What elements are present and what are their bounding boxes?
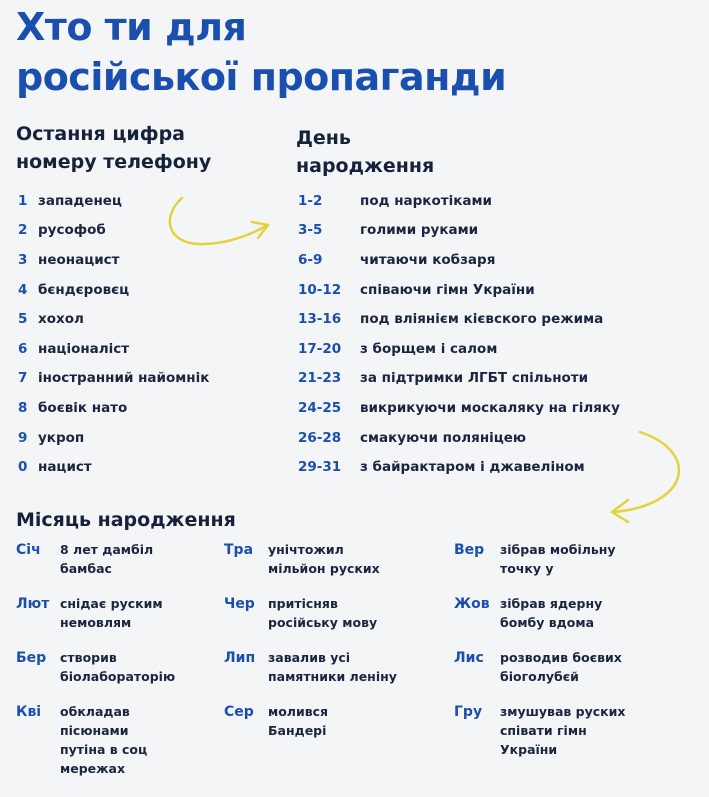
list-item-text: под наркотіками — [360, 192, 492, 209]
month-item-may — [224, 540, 454, 594]
list-item-text: націоналіст — [38, 340, 130, 357]
page-title — [16, 2, 506, 102]
list-item-range: 21-23 — [298, 370, 342, 387]
month-text: зібрав мобільну точку у — [500, 542, 616, 576]
list-item — [298, 304, 620, 334]
list-item-text: боєвік нато — [38, 399, 128, 416]
month-item-dec — [454, 702, 696, 782]
list-item — [18, 275, 209, 305]
birthday-heading-line-2: народження — [296, 155, 435, 177]
list-item-range: 26-28 — [298, 429, 342, 446]
list-item — [298, 245, 620, 275]
month-text: зібрав ядерну бомбу вдома — [500, 596, 603, 630]
month-label: Сер — [224, 704, 254, 720]
list-item-text: викрикуючи москаляку на гіляку — [360, 399, 620, 416]
birthday-heading-line-1: День — [296, 127, 351, 149]
list-item — [18, 186, 209, 216]
list-item-range: 29-31 — [298, 459, 342, 476]
month-label: Січ — [16, 542, 41, 558]
list-item-text: за підтримки ЛГБТ спільноти — [360, 370, 589, 387]
list-item-range: 3-5 — [298, 222, 323, 239]
phone-digit-list — [18, 186, 209, 482]
month-item-sep — [454, 540, 696, 594]
list-item-number: 6 — [18, 340, 28, 357]
month-label: Кві — [16, 704, 42, 720]
month-text: унічтожил мільйон руских — [268, 542, 380, 576]
list-item — [18, 452, 209, 482]
list-item-number: 0 — [18, 459, 28, 476]
month-item-jan — [16, 540, 224, 594]
list-item-text: з борщем і салом — [360, 340, 498, 357]
list-item-text: смакуючи поляніцею — [360, 429, 527, 446]
list-item-text: співаючи гімн України — [360, 281, 535, 298]
month-item-oct — [454, 594, 696, 648]
month-text: обкладав пісюнами путіна в соц мережах — [60, 704, 148, 776]
list-item — [18, 334, 209, 364]
month-label: Лип — [224, 650, 256, 666]
list-item-text: русофоб — [38, 222, 106, 239]
list-item — [18, 245, 209, 275]
list-item — [18, 364, 209, 394]
month-text: розводив боєвих біоголубєй — [500, 650, 622, 684]
list-item-text: голими руками — [360, 222, 479, 239]
list-item-text: укроп — [38, 429, 85, 446]
list-item-text: іностранний найомнік — [38, 370, 210, 387]
list-item-range: 24-25 — [298, 399, 342, 416]
title-line-2: російської пропаганди — [16, 55, 507, 99]
list-item-number: 5 — [18, 311, 28, 328]
list-item-range: 17-20 — [298, 340, 342, 357]
list-item-text: под вліянієм кієвского режима — [360, 311, 604, 328]
list-item-text: з байрактаром і джавеліном — [360, 459, 585, 476]
list-item-text: бєндєровєц — [38, 281, 130, 298]
month-heading: Місяць народження — [16, 509, 236, 531]
list-item-range: 13-16 — [298, 311, 342, 328]
month-text: снідає руским немовлям — [60, 596, 163, 630]
list-item — [18, 216, 209, 246]
phone-heading-line-2: номеру телефону — [16, 151, 212, 173]
list-item-text: читаючи кобзаря — [360, 251, 496, 268]
month-item-mar — [16, 648, 224, 702]
list-item — [298, 216, 620, 246]
list-item — [298, 364, 620, 394]
list-item — [298, 275, 620, 305]
month-text: завалив усі памятники леніну — [268, 650, 397, 684]
month-text: змушував руских співати гімн України — [500, 704, 626, 757]
month-item-nov — [454, 648, 696, 702]
list-item — [18, 423, 209, 453]
title-line-1: Хто ти для — [16, 5, 247, 49]
list-item-number: 4 — [18, 281, 28, 298]
month-label: Лют — [16, 596, 50, 612]
birthday-heading — [296, 124, 434, 180]
month-item-feb — [16, 594, 224, 648]
month-item-aug — [224, 702, 454, 782]
list-item — [18, 393, 209, 423]
list-item-range: 10-12 — [298, 281, 342, 298]
month-item-jul — [224, 648, 454, 702]
month-text: молився Бандері — [268, 704, 329, 738]
list-item-range: 6-9 — [298, 251, 323, 268]
list-item-number: 2 — [18, 222, 28, 239]
list-item-text: неонацист — [38, 251, 120, 268]
month-label: Бер — [16, 650, 47, 666]
month-label: Гру — [454, 704, 483, 720]
phone-heading — [16, 120, 211, 176]
month-grid — [16, 540, 696, 795]
list-item-text: нацист — [38, 459, 92, 476]
list-item — [298, 452, 620, 482]
list-item-range: 1-2 — [298, 192, 323, 209]
list-item — [298, 334, 620, 364]
list-item — [298, 393, 620, 423]
month-label: Вер — [454, 542, 485, 558]
month-label: Чер — [224, 596, 255, 612]
list-item — [18, 304, 209, 334]
month-label: Тра — [224, 542, 254, 558]
birthday-list — [298, 186, 620, 482]
month-text: створив біолабораторію — [60, 650, 176, 684]
list-item-number: 7 — [18, 370, 28, 387]
phone-heading-line-1: Остання цифра — [16, 123, 185, 145]
list-item-number: 9 — [18, 429, 28, 446]
list-item-number: 8 — [18, 399, 28, 416]
month-label: Лис — [454, 650, 484, 666]
list-item-number: 3 — [18, 251, 28, 268]
month-text: 8 лет дамбіл бамбас — [60, 542, 154, 576]
list-item-text: западенец — [38, 192, 122, 209]
month-item-jun — [224, 594, 454, 648]
list-item — [298, 186, 620, 216]
list-item-number: 1 — [18, 192, 28, 209]
month-text: притісняв російську мову — [268, 596, 378, 630]
month-label: Жов — [454, 596, 490, 612]
list-item — [298, 423, 620, 453]
list-item-text: хохол — [38, 311, 84, 328]
month-item-apr — [16, 702, 224, 782]
